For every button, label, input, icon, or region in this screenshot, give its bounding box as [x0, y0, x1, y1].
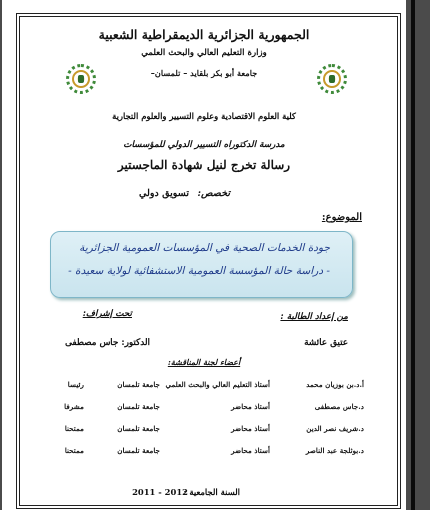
subject-line-2: - دراسة حالة المؤسسة العمومية الاستشفائية لولاية سعيدة - [68, 265, 330, 277]
member-institution: جامعة تلمسان [117, 380, 160, 389]
specialty-value: تسويق دولي [138, 188, 189, 199]
member-name: د.شريف نصر الدين [306, 424, 364, 433]
subject-box [50, 231, 353, 298]
student-name: عتيق عائشة [304, 338, 348, 348]
specialty-label: تخصص: [197, 188, 230, 199]
republic-heading: الجمهورية الجزائرية الديمقراطية الشعبية [98, 27, 310, 42]
doctoral-school-line: مدرسة الدكتوراه التسيير الدولي للمؤسسات [123, 140, 285, 150]
subject-line-1: جودة الخدمات الصحية في المؤسسات العمومية الجزائرية [79, 242, 330, 254]
document-page [2, 0, 406, 510]
university-line: جامعة أبو بكر بلقايد – تلمسان– [150, 68, 258, 78]
member-role: ممتحنا [64, 424, 84, 433]
subject-label: الموضوع: [321, 212, 362, 223]
committee-row [2, 380, 406, 394]
member-rank: أستاذ محاضر [231, 402, 270, 411]
member-rank: أستاذ محاضر [231, 424, 270, 433]
member-name: د.بوثلجة عبد الناصر [305, 446, 364, 455]
student-label: من إعداد الطالبة : [280, 312, 348, 322]
thesis-title: رسالة تخرج لنيل شهادة الماجستير [117, 158, 291, 172]
member-rank: أستاذ محاضر [231, 446, 270, 455]
supervisor-name: الدكتور: جاس مصطفى [65, 338, 150, 348]
faculty-line: كلية العلوم الاقتصادية وعلوم التسيير والعلوم التجارية [112, 111, 296, 121]
university-seal-right-icon [317, 64, 347, 94]
committee-row [2, 424, 406, 438]
supervisor-label: تحت إشراف: [82, 309, 132, 319]
member-name: أ.د.بن بوزيان محمد [306, 380, 364, 389]
committee-row [2, 402, 406, 416]
committee-heading: أعضاء لجنة المناقشة: [167, 357, 241, 367]
member-institution: جامعة تلمسان [117, 446, 160, 455]
member-name: د.جاس مصطفى [314, 402, 364, 411]
academic-year: 2011 - 2012 [132, 487, 188, 497]
university-seal-left-icon [66, 64, 96, 94]
member-role: ممتحنا [64, 446, 84, 455]
ministry-line: وزارة التعليم العالي والبحث العلمي [141, 48, 267, 58]
academic-year-label: السنة الجامعية : [183, 487, 240, 497]
member-role: رئيسا [67, 380, 84, 389]
member-rank: أستاذ التعليم العالي والبحث العلمي [165, 380, 270, 389]
page-edge-divider [411, 0, 415, 510]
committee-row [2, 446, 406, 460]
member-role: مشرفا [64, 402, 84, 411]
member-institution: جامعة تلمسان [117, 402, 160, 411]
member-institution: جامعة تلمسان [117, 424, 160, 433]
